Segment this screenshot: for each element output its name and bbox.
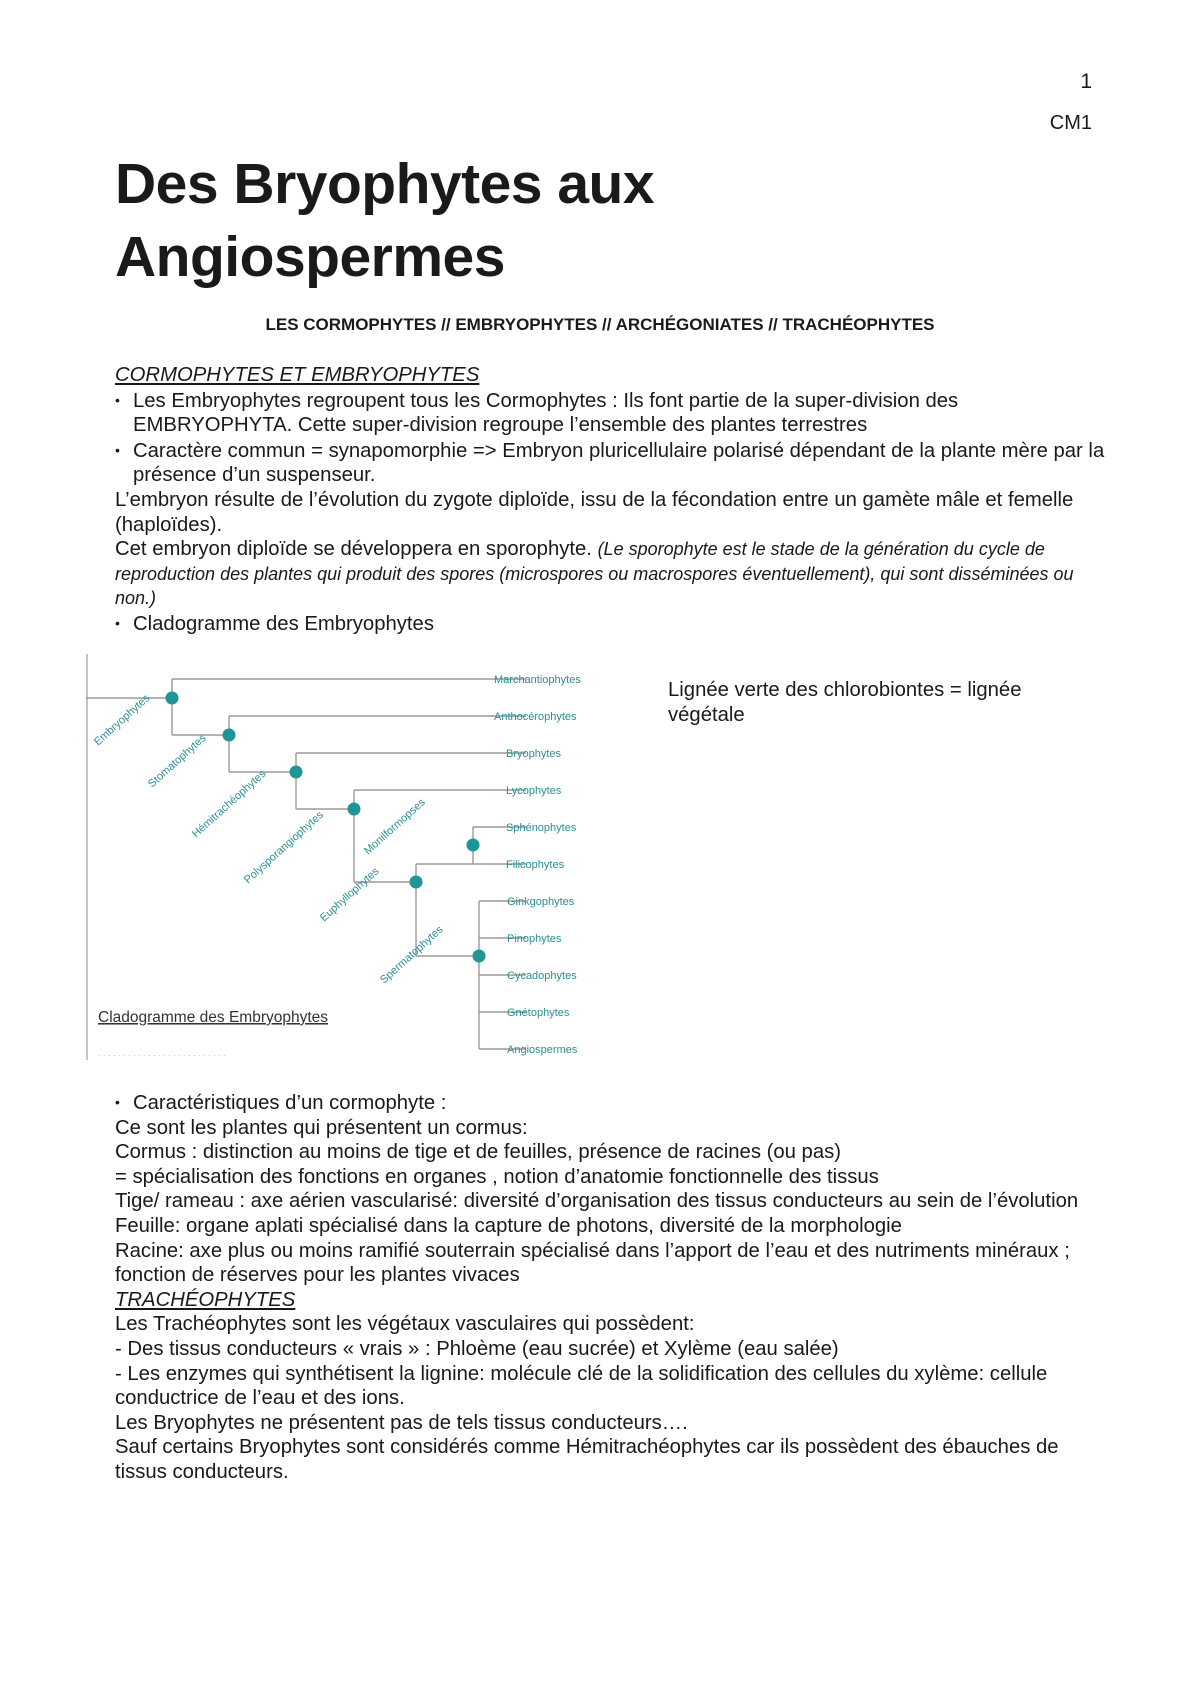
taxon-label: Lycophytes xyxy=(506,785,562,797)
page-number: 1 xyxy=(1080,70,1092,93)
clade-label: Embryophytes xyxy=(91,692,153,749)
cladogram-taxa xyxy=(494,674,581,1056)
bullet-cladogramme xyxy=(115,611,1105,637)
cladogram-figure xyxy=(86,654,646,1060)
bullet-dot: • xyxy=(115,614,120,631)
cladogram-svg xyxy=(86,654,646,1060)
section-cormophytes-embryophytes xyxy=(115,363,1105,637)
taxon-label: Bryophytes xyxy=(506,748,562,760)
clade-node xyxy=(223,729,236,742)
bullet-dot: • xyxy=(115,1094,120,1110)
cladogram-caption: Cladogramme des Embryophytes xyxy=(98,1009,329,1026)
line-racine: Racine: axe plus ou moins ramifié souterrain spécialisé dans l’apport de l’eau et des nutriments minéraux ; fonction de réserves pour les plantes vivaces xyxy=(115,1239,1070,1287)
bullet-text: Caractère commun = synapomorphie => Embryon pluricellulaire polarisé dépendant de la plante mère par la présence d’un suspenseur. xyxy=(133,439,1105,487)
bullet-text: Cladogramme des Embryophytes xyxy=(133,612,434,635)
clade-node xyxy=(410,876,423,889)
line-cormus: Cormus : distinction au moins de tige et de feuilles, présence de racines (ou pas) xyxy=(115,1141,841,1164)
taxon-label: Pinophytes xyxy=(507,933,562,945)
line-feuille: Feuille: organe aplati spécialisé dans la capture de photons, diversité de la morphologie xyxy=(115,1214,902,1237)
bullet-dot: • xyxy=(115,391,120,408)
cladogram-faint-text: . . . . . . . . . . . . . . . . . . . . . . . . . . xyxy=(98,1048,226,1058)
taxon-label: Angiospermes xyxy=(507,1044,578,1056)
clade-label: Monilformopses xyxy=(361,796,428,858)
title-line-2: Angiospermes xyxy=(115,225,505,289)
taxon-label: Sphénophytes xyxy=(506,822,577,834)
taxon-label: Anthocérophytes xyxy=(494,711,577,723)
course-code: CM1 xyxy=(1049,112,1092,134)
paragraph-embryon: L’embryon résulte de l’évolution du zygote diploïde, issu de la fécondation entre un gamète mâle et femelle (haploïdes). xyxy=(115,488,1074,536)
sporophyte-definition: (Le sporophyte est le stade de la génération du cycle de reproduction des plantes qui produit des spores (microspores ou macrospores éventuellement), qui sont disséminées ou non.) xyxy=(115,539,1074,609)
section-cormophyte-characteristics xyxy=(115,1090,1105,1485)
line-tissus-conducteurs: - Des tissus conducteurs « vrais » : Phloème (eau sucrée) et Xylème (eau salée) xyxy=(115,1337,839,1360)
cladogram-branches xyxy=(86,679,526,1049)
section-heading-tracheophytes: TRACHÉOPHYTES xyxy=(115,1288,296,1311)
bullet-synapomorphie xyxy=(115,438,1105,488)
bullet-text: Caractéristiques d’un cormophyte : xyxy=(133,1092,447,1114)
clade-label: Spermatophytes xyxy=(377,923,446,987)
page-title xyxy=(115,148,915,294)
bullet-dot: • xyxy=(115,441,120,458)
taxon-label: Marchantiophytes xyxy=(494,674,581,686)
taxon-label: Gnétophytes xyxy=(507,1007,570,1019)
line-hemitracheo: Sauf certains Bryophytes sont considérés comme Hémitrachéophytes car ils possèdent des ébauches de tissus conducteurs. xyxy=(115,1436,1059,1483)
line-cormus-def: Ce sont les plantes qui présentent un cormus: xyxy=(115,1116,528,1139)
clade-node xyxy=(348,803,361,816)
sporophyte-text: Cet embryon diploïde se développera en sporophyte. xyxy=(115,538,598,561)
taxon-label: Ginkgophytes xyxy=(507,896,575,908)
bullet-embryophytes xyxy=(115,388,1105,438)
clade-node xyxy=(473,950,486,963)
bullet-text: Les Embryophytes regroupent tous les Cormophytes : Ils font partie de la super-division des EMBRYOPHYTA. Cette super-division regroupe l’ensemble des plantes terrestres xyxy=(133,389,959,437)
taxon-label: Cycadophytes xyxy=(507,970,577,982)
cladogram-clades xyxy=(92,692,446,986)
line-bryophytes: Les Bryophytes ne présentent pas de tels tissus conducteurs…. xyxy=(115,1411,688,1434)
taxon-label: Filicophytes xyxy=(506,859,565,871)
line-specialisation: = spécialisation des fonctions en organes , notion d’anatomie fonctionnelle des tissus xyxy=(115,1165,879,1188)
clade-label: Hémitrachéophytes xyxy=(189,767,269,841)
line-tracheo-intro: Les Trachéophytes sont les végétaux vasculaires qui possèdent: xyxy=(115,1313,695,1336)
clade-label: Polysporangiophytes xyxy=(241,808,326,887)
figure-side-note: Lignée verte des chlorobiontes = lignée végétale xyxy=(668,679,1022,726)
subtitle: LES CORMOPHYTES // EMBRYOPHYTES // ARCHÉGONIATES // TRACHÉOPHYTES xyxy=(265,315,935,334)
clade-label: Euphyllophytes xyxy=(317,865,382,925)
clade-node xyxy=(467,839,480,852)
clade-node xyxy=(166,692,179,705)
section-heading-cormophytes: CORMOPHYTES ET EMBRYOPHYTES xyxy=(115,364,480,386)
bullet-cormophyte xyxy=(115,1090,1105,1116)
line-tige: Tige/ rameau : axe aérien vascularisé: diversité d’organisation des tissus conducteurs au sein de l’évolution xyxy=(115,1190,1079,1213)
line-lignine: - Les enzymes qui synthétisent la lignine: molécule clé de la solidification des cellules du xylème: cellule conductrice de l’eau et des ions. xyxy=(115,1362,1048,1410)
clade-node xyxy=(290,766,303,779)
clade-label: Stomatophytes xyxy=(145,732,209,791)
title-line-1: Des Bryophytes aux xyxy=(115,152,655,216)
paragraph-sporophyte xyxy=(115,537,1105,611)
